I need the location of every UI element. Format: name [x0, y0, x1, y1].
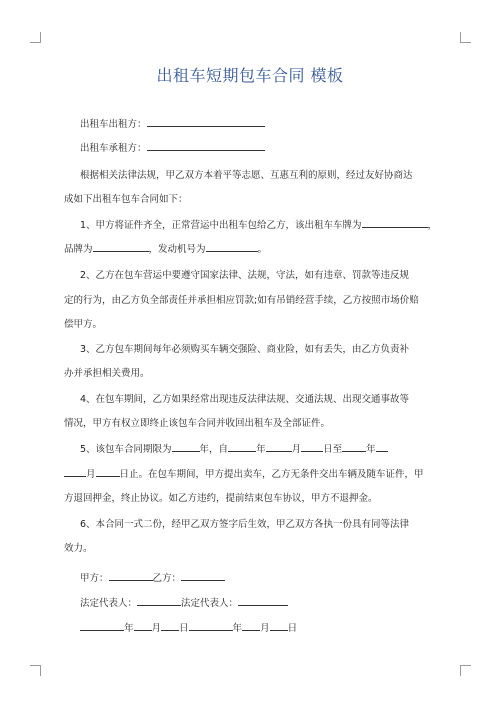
term-year-from: 年，自: [199, 444, 229, 455]
lessee-line: [80, 140, 460, 154]
clause-1-comma: ，: [427, 220, 438, 231]
clause-1-period: 。: [257, 244, 268, 255]
date-a-year-blank[interactable]: [80, 629, 124, 631]
start-year-unit: 年: [256, 444, 266, 455]
document-title: 出租车短期包车合同 模板: [156, 66, 344, 85]
start-month-unit: 月: [291, 444, 302, 455]
clause-4-line-2: 情况，甲方有权立即终止该包车合同并收回出租车及全部证件。: [64, 418, 331, 429]
clause-6-line-2: 效力。: [64, 543, 93, 554]
clause-5-line-1: [80, 441, 460, 455]
clause-2-line-1: 2、乙方在包车营运中要遵守国家法律、法规，守法，如有违章、罚款等违反规: [80, 270, 410, 281]
party-a-rep-label: 法定代表人：: [80, 598, 138, 609]
start-month-blank[interactable]: [266, 450, 292, 452]
date-b-year-blank[interactable]: [189, 629, 233, 631]
lessor-line: [80, 116, 460, 130]
party-a-rep-blank[interactable]: [137, 604, 181, 606]
clause-1-text: 1、甲方将证件齐全，正常营运中出租车包给乙方，该出租车车牌为: [80, 220, 362, 231]
signature-parties-line: [80, 570, 460, 584]
party-b-label: 乙方：: [152, 573, 182, 584]
brand-label: 品牌为: [64, 244, 93, 255]
end-year-blank-tail[interactable]: [376, 450, 388, 452]
clause-3-line-1: 3、乙方包车期间每年必须购买车辆交强险、商业险，如有丢失，由乙方负责补: [80, 344, 410, 355]
date-b-month-unit: 月: [260, 623, 270, 634]
page-corner-mark: [30, 32, 41, 43]
term-years-blank[interactable]: [172, 450, 200, 452]
start-day-blank[interactable]: [301, 450, 323, 452]
date-b-day-unit: 日: [287, 623, 298, 634]
clause-2-line-3: 偿甲方。: [64, 319, 103, 330]
date-a-year-unit: 年: [124, 623, 134, 634]
clause-1-line-1: [80, 217, 460, 231]
lessor-blank[interactable]: [147, 125, 265, 127]
end-year-unit: 年: [366, 444, 376, 455]
end-month-blank[interactable]: [64, 475, 86, 477]
intro-line-2: 成如下出租车包车合同如下：: [64, 194, 188, 205]
lessee-label: 出租车承租方：: [80, 143, 147, 154]
intro-line-1: 根据相关法律法规，甲乙双方本着平等志愿、互惠互利的原则，经过友好协商达: [80, 170, 413, 181]
end-year-blank[interactable]: [342, 450, 366, 452]
party-b-blank[interactable]: [181, 579, 225, 581]
start-day-to: 日至: [323, 444, 343, 455]
date-a-day-unit: 日: [179, 623, 189, 634]
clause-5-text: 日止。在包车期间，甲方提出卖车，乙方无条件交出车辆及随车证件，甲: [119, 469, 424, 480]
plate-number-blank[interactable]: [362, 226, 428, 228]
date-a-day-blank[interactable]: [161, 629, 179, 631]
date-b-year-unit: 年: [232, 623, 243, 634]
engine-label: ，发动机号为: [148, 244, 206, 255]
end-month-unit: 月: [86, 469, 96, 480]
term-label: 5、该包车合同期限为: [80, 444, 172, 455]
lessor-label: 出租车出租方：: [80, 119, 147, 130]
lessee-blank[interactable]: [147, 149, 265, 151]
end-day-blank[interactable]: [96, 475, 120, 477]
clause-3-line-2: 办并承担相关费用。: [64, 368, 150, 379]
clause-5-line-3: 方退回押金，终止协议。如乙方违约，提前结束包车协议，甲方不退押金。: [64, 493, 378, 504]
party-b-rep-label: 法定代表人：: [181, 598, 239, 609]
page-corner-mark: [460, 32, 471, 43]
engine-number-blank[interactable]: [206, 250, 258, 252]
date-a-month-blank[interactable]: [134, 629, 152, 631]
date-b-day-blank[interactable]: [270, 629, 288, 631]
clause-1-line-2: [64, 241, 444, 255]
signature-dates-line: [80, 620, 460, 634]
clause-5-line-2: [64, 466, 444, 480]
legal-reps-line: [80, 595, 460, 609]
page-corner-mark: [30, 665, 41, 676]
date-a-month-unit: 月: [151, 623, 162, 634]
party-a-blank[interactable]: [109, 579, 153, 581]
brand-blank[interactable]: [93, 250, 149, 252]
party-b-rep-blank[interactable]: [238, 604, 288, 606]
clause-2-line-2: 定的行为，由乙方负全部责任并承担相应罚款;如有吊销经营手续，乙方按照市场价赔: [64, 295, 419, 306]
party-a-label: 甲方：: [80, 573, 109, 584]
date-b-month-blank[interactable]: [242, 629, 260, 631]
page-corner-mark: [460, 665, 471, 676]
start-year-blank[interactable]: [228, 450, 256, 452]
clause-6-line-1: 6、本合同一式二份，经甲乙双方签字后生效，甲乙双方各执一份具有同等法律: [80, 519, 410, 530]
clause-4-line-1: 4、在包车期间，乙方如果经常出现违反法律法规、交通法规、出现交通事故等: [80, 394, 410, 405]
